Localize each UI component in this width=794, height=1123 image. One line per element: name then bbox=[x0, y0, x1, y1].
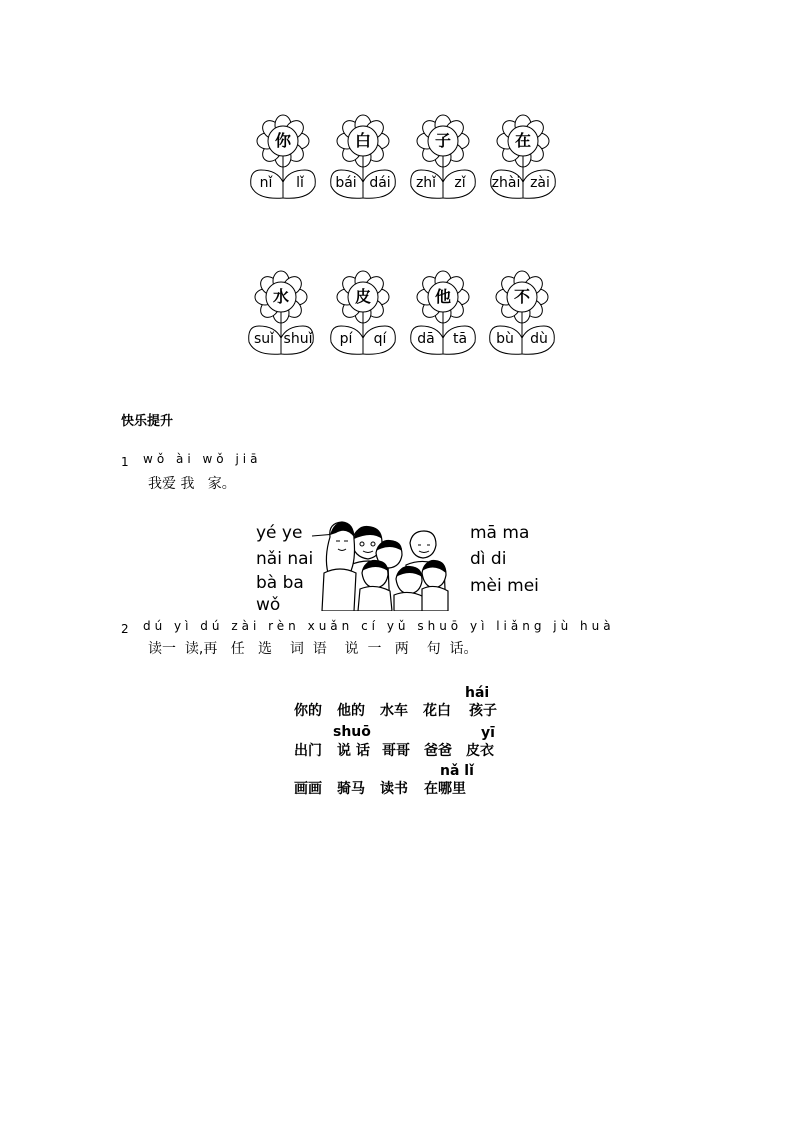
question-1-number: 1 bbox=[121, 455, 129, 469]
flower-character: 你 bbox=[274, 131, 291, 150]
pinyin-option[interactable]: dái bbox=[369, 175, 391, 191]
flower-card bbox=[486, 264, 558, 359]
flower-card bbox=[487, 108, 559, 203]
pinyin-option[interactable]: lǐ bbox=[296, 175, 304, 191]
family-word: dì di bbox=[470, 549, 507, 569]
pinyin-option[interactable]: nǐ bbox=[259, 175, 273, 191]
question-2-number: 2 bbox=[121, 622, 129, 636]
word: 出门 bbox=[294, 743, 322, 759]
word: 在哪里 bbox=[424, 781, 466, 797]
question-1-text: 我爱 我 家。 bbox=[148, 476, 236, 492]
flower-card bbox=[327, 264, 399, 359]
flower-character: 水 bbox=[272, 287, 289, 306]
word: 他的 bbox=[337, 703, 365, 719]
pinyin-option[interactable]: zǐ bbox=[454, 175, 466, 191]
family-word: mèi mei bbox=[470, 576, 539, 596]
family-word: yé ye bbox=[256, 523, 303, 543]
word: 水车 bbox=[380, 703, 408, 719]
pinyin-option[interactable]: pí bbox=[339, 331, 353, 347]
word: 你的 bbox=[294, 703, 322, 719]
pinyin-option[interactable]: qí bbox=[373, 331, 387, 347]
pinyin-annotation: yī bbox=[481, 725, 495, 741]
question-2-text: 读一 读,再 任 选 词 语 说 一 两 句 话。 bbox=[148, 641, 478, 657]
family-word: nǎi nai bbox=[256, 549, 314, 569]
pinyin-option[interactable]: suǐ bbox=[253, 331, 275, 347]
flower-character: 不 bbox=[513, 287, 530, 306]
word: 骑马 bbox=[337, 781, 365, 797]
flower-card bbox=[407, 264, 479, 359]
family-word: bà ba bbox=[256, 573, 304, 593]
word: 爸爸 bbox=[424, 743, 452, 759]
pinyin-option[interactable]: zài bbox=[530, 175, 550, 191]
flower-card bbox=[327, 108, 399, 203]
pinyin-option[interactable]: tā bbox=[452, 331, 468, 347]
pinyin-option[interactable]: dù bbox=[530, 331, 548, 347]
word: 读书 bbox=[380, 781, 408, 797]
word: 哥哥 bbox=[382, 743, 410, 759]
word: 画画 bbox=[294, 781, 322, 797]
word: 孩子 bbox=[469, 703, 497, 719]
flower-character: 在 bbox=[514, 131, 531, 150]
question-1-pinyin: wǒ ài wǒ jiā bbox=[143, 452, 262, 466]
family-word: mā ma bbox=[470, 523, 530, 543]
pinyin-annotation: hái bbox=[465, 685, 490, 701]
section-title: 快乐提升 bbox=[121, 414, 174, 429]
pinyin-option[interactable]: bù bbox=[496, 331, 514, 347]
word: 皮衣 bbox=[466, 743, 494, 759]
pinyin-option[interactable]: zhǐ bbox=[415, 175, 437, 191]
word: 花白 bbox=[423, 703, 451, 719]
flower-card bbox=[247, 108, 319, 203]
flower-character: 他 bbox=[434, 287, 451, 306]
flower-card bbox=[245, 264, 317, 359]
pinyin-option[interactable]: dā bbox=[417, 331, 435, 347]
family-word: wǒ bbox=[256, 595, 281, 615]
pinyin-annotation: nǎ lǐ bbox=[440, 763, 474, 779]
question-2-pinyin: dú yì dú zài rèn xuǎn cí yǔ shuō yì liǎng jù huà bbox=[143, 619, 615, 633]
flower-character: 白 bbox=[354, 131, 371, 150]
word: 说 话 bbox=[337, 743, 370, 759]
flower-card bbox=[407, 108, 479, 203]
pinyin-option[interactable]: shuǐ bbox=[283, 331, 313, 347]
flower-character: 皮 bbox=[354, 287, 371, 306]
pinyin-annotation: shuō bbox=[333, 724, 371, 740]
pinyin-option[interactable]: zhài bbox=[491, 175, 521, 191]
pinyin-option[interactable]: bái bbox=[335, 175, 357, 191]
family-illustration bbox=[310, 513, 450, 611]
flower-character: 子 bbox=[434, 131, 451, 150]
